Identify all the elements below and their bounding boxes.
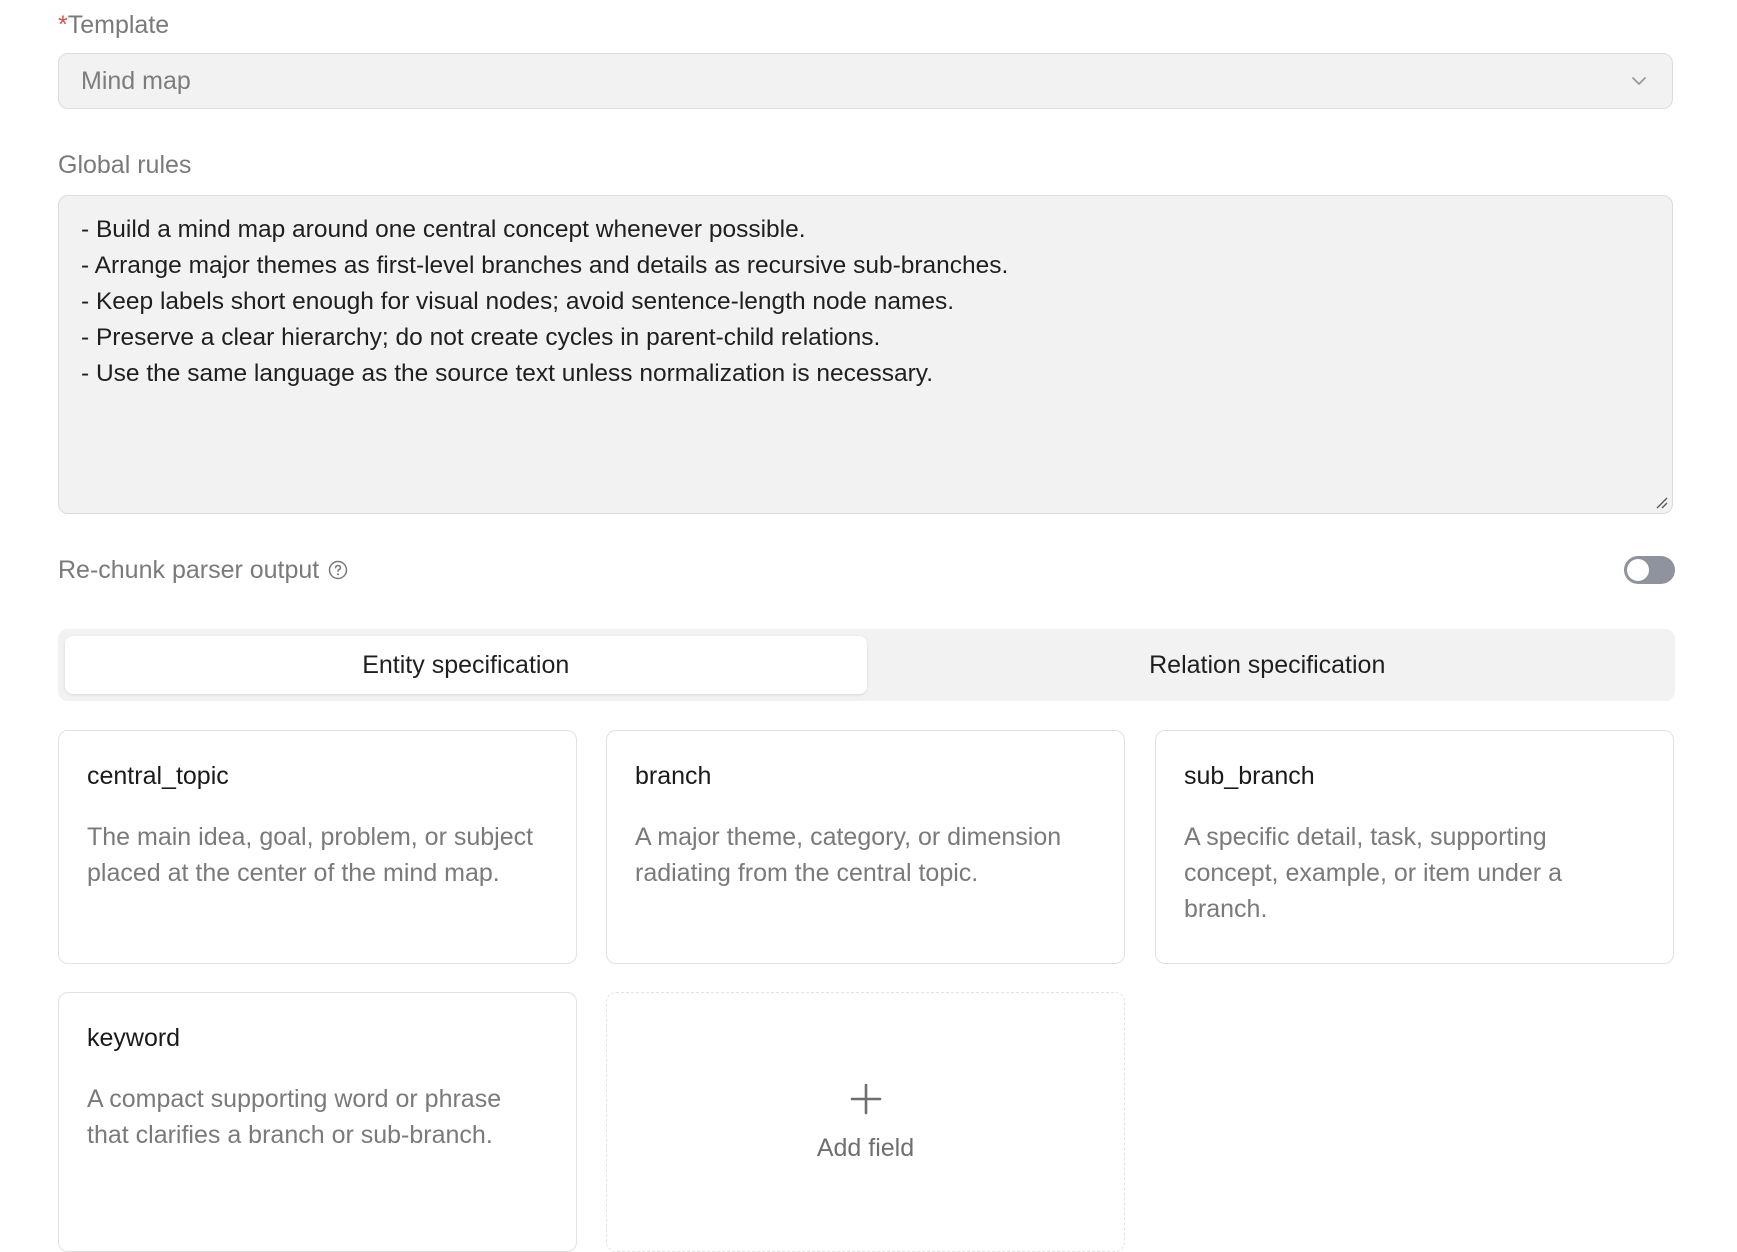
required-mark: *: [58, 11, 68, 39]
template-select-value: Mind map: [81, 66, 191, 95]
global-rules-textarea[interactable]: [58, 195, 1673, 514]
template-label: [58, 10, 169, 40]
add-field-label: Add field: [816, 1133, 915, 1162]
template-label-text: Template: [67, 11, 170, 39]
template-select[interactable]: [58, 53, 1673, 109]
tab-relation-specification[interactable]: Relation specification: [1149, 650, 1386, 679]
rule-line: - Arrange major themes as first-level branches and details as recursive sub-branches.: [81, 252, 1009, 279]
entity-card[interactable]: [606, 730, 1125, 964]
tab-entity-specification[interactable]: Entity specification: [65, 636, 867, 694]
plus-icon: [849, 1082, 883, 1116]
entity-name: keyword: [87, 1024, 181, 1052]
toggle-knob: [1627, 559, 1649, 581]
entity-description: The main idea, goal, problem, or subject placed at the center of the mind map.: [87, 823, 534, 887]
entity-description: A specific detail, task, supporting concept, example, or item under a branch.: [1184, 823, 1562, 923]
rechunk-row: [58, 552, 1675, 588]
rule-line: - Preserve a clear hierarchy; do not create cycles in parent-child relations.: [81, 324, 881, 351]
rechunk-label: Re-chunk parser output: [58, 556, 320, 584]
entity-card[interactable]: [58, 992, 577, 1252]
entity-name: central_topic: [87, 762, 229, 790]
entity-card[interactable]: [1155, 730, 1674, 964]
entity-description: A major theme, category, or dimension radiating from the central topic.: [635, 823, 1062, 887]
entity-name: sub_branch: [1184, 762, 1315, 790]
help-circle-icon[interactable]: [327, 559, 349, 581]
resize-handle-icon[interactable]: [1654, 495, 1668, 509]
add-field-button[interactable]: [606, 992, 1125, 1252]
entity-description: A compact supporting word or phrase that clarifies a branch or sub-branch.: [87, 1085, 502, 1149]
rule-line: - Build a mind map around one central concept whenever possible.: [81, 216, 806, 243]
entity-name: branch: [635, 762, 712, 790]
global-rules-label: Global rules: [58, 151, 192, 179]
rule-line: - Use the same language as the source text unless normalization is necessary.: [81, 360, 934, 387]
rechunk-toggle[interactable]: [1624, 556, 1675, 584]
rule-line: - Keep labels short enough for visual nodes; avoid sentence-length node names.: [81, 288, 955, 315]
chevron-down-icon: [1628, 70, 1650, 92]
spec-tabs: [58, 629, 1675, 701]
entity-card[interactable]: [58, 730, 577, 964]
